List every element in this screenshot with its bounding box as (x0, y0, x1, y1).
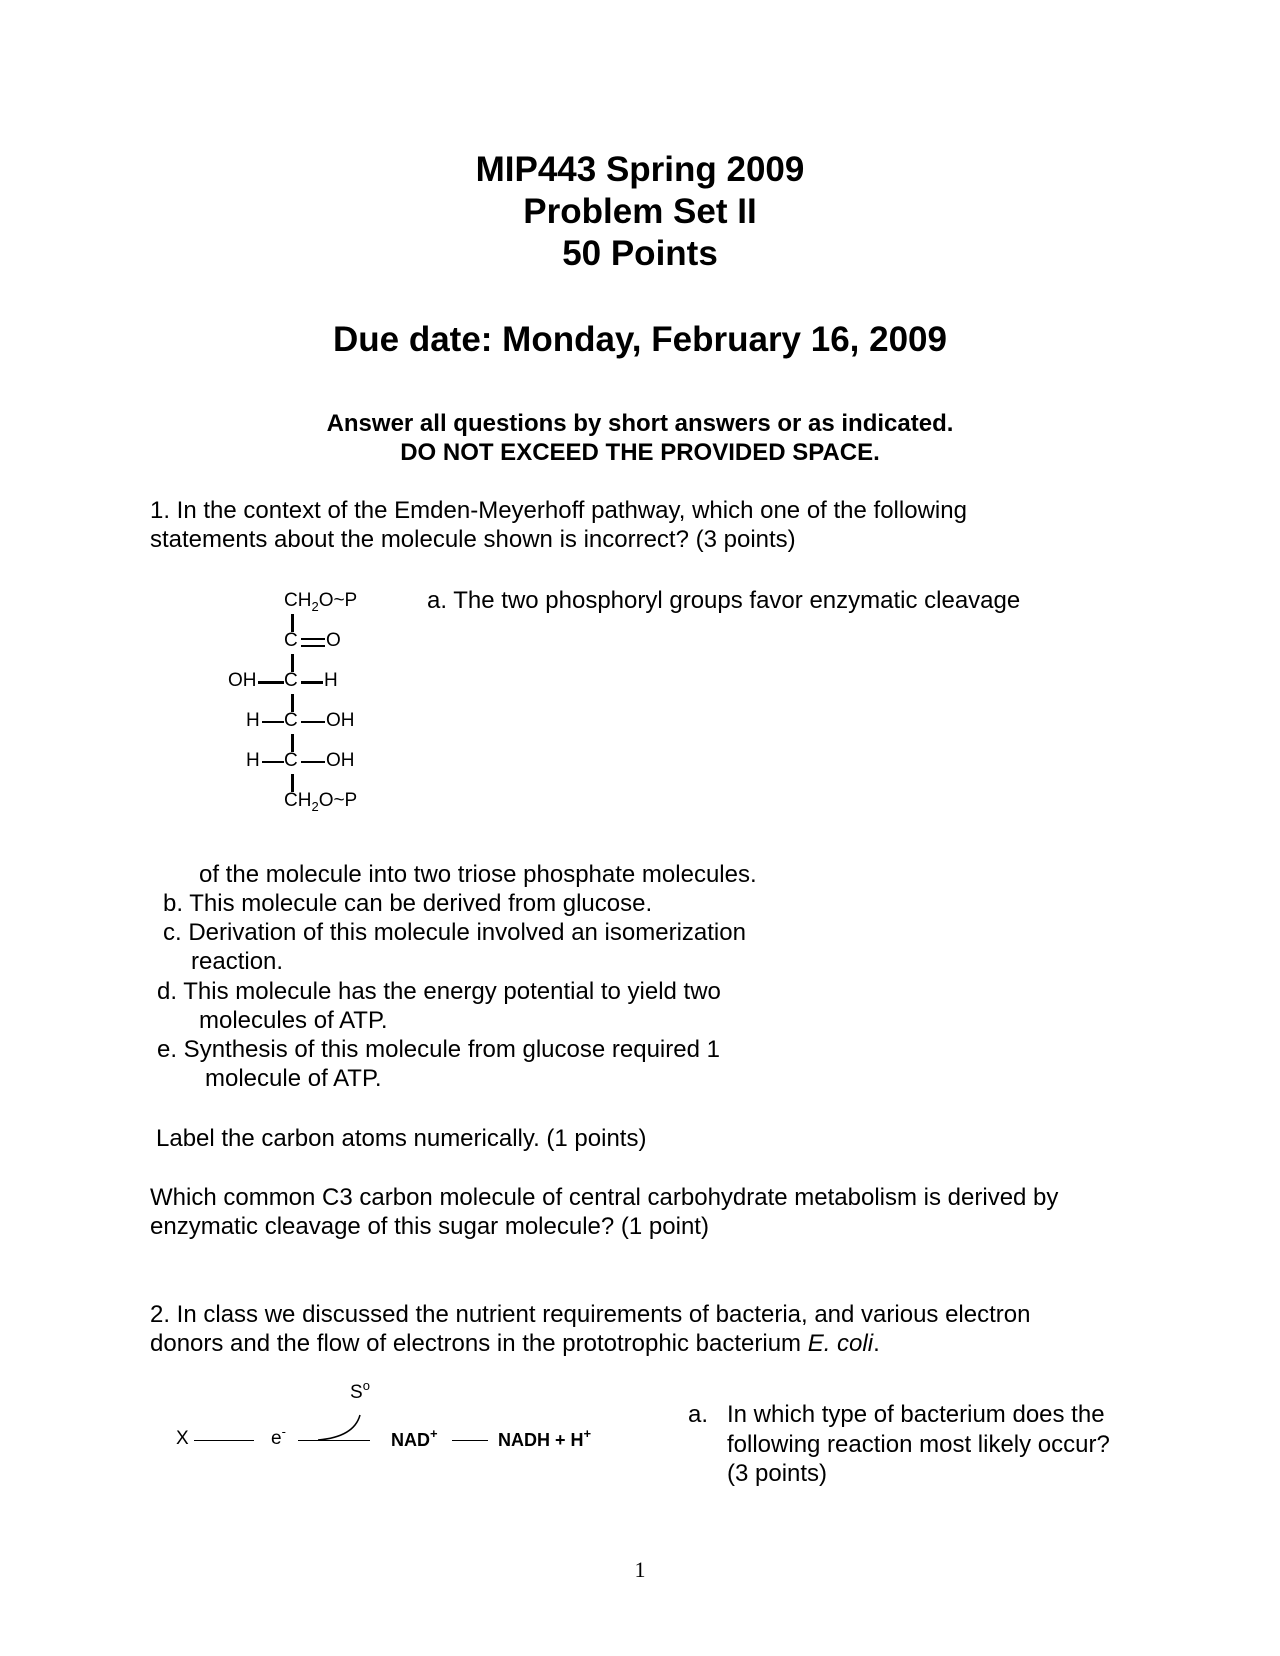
q1-label-prompt: Label the carbon atoms numerically. (1 points) (156, 1125, 647, 1152)
donor-x: X (176, 1428, 189, 1449)
page-number: 1 (634, 1557, 646, 1582)
q1-option-d-line-1: d. This molecule has the energy potential to yield two (157, 978, 721, 1005)
q2-option-a-line-3: (3 points) (727, 1460, 828, 1487)
nadh-label: NADH + H+ (498, 1426, 592, 1450)
q1-c3-question-line-2: enzymatic cleavage of this sugar molecule? (1 point) (150, 1213, 709, 1240)
c5-right-group: OH (326, 750, 355, 771)
q1-option-e-line-1: e. Synthesis of this molecule from glucose required 1 (157, 1036, 720, 1063)
q1-option-e-line-2: molecule of ATP. (205, 1065, 382, 1092)
q2-stem-line-2: donors and the flow of electrons in the prototrophic bacterium E. coli. (150, 1330, 880, 1357)
c3-right-group: H (324, 670, 338, 691)
instructions-line-2: DO NOT EXCEED THE PROVIDED SPACE. (400, 439, 880, 466)
carbonyl-carbon: C (284, 630, 298, 651)
bond-line (262, 761, 284, 763)
q1-c3-question-line-1: Which common C3 carbon molecule of central carbohydrate metabolism is derived by (150, 1184, 1059, 1211)
c4-carbon: C (284, 710, 298, 731)
double-bond-line (301, 645, 325, 647)
q1-option-a-line-2: of the molecule into two triose phosphate molecules. (199, 861, 757, 888)
bond-line (262, 721, 284, 723)
molecule-bottom-group: $CH_2O\sim P$ (284, 790, 358, 814)
bond-line (301, 721, 325, 723)
q1-option-a-line-1: a. The two phosphoryl groups favor enzymatic cleavage (427, 587, 1021, 614)
q1-option-c-line-2: reaction. (191, 948, 284, 975)
bond-line (301, 681, 323, 684)
double-bond-line (301, 638, 325, 640)
c3-left-group: OH (228, 670, 257, 691)
electron-label: e- (271, 1424, 286, 1449)
carbonyl-oxygen: O (326, 630, 341, 651)
instructions-line-1: Answer all questions by short answers or as indicated. (326, 410, 954, 437)
course-title: MIP443 Spring 2009 (475, 150, 805, 189)
c5-left-group: H (246, 750, 260, 771)
q1-stem-line-2: statements about the molecule shown is incorrect? (3 points) (150, 526, 796, 553)
q2-stem-line-1: 2. In class we discussed the nutrient requirements of bacteria, and various electron (150, 1301, 1031, 1328)
points-title: 50 Points (562, 234, 718, 273)
q1-option-c-line-1: c. Derivation of this molecule involved an isomerization (163, 919, 746, 946)
bond-line (258, 681, 284, 684)
q1-option-b: b. This molecule can be derived from glucose. (163, 890, 653, 917)
due-date: Due date: Monday, February 16, 2009 (332, 320, 947, 359)
molecule-top-group: $CH_2O\sim P$ (284, 590, 358, 614)
q2-option-a-line-2: following reaction most likely occur? (727, 1431, 1110, 1458)
q1-stem-line-1: 1. In the context of the Emden-Meyerhoff pathway, which one of the following (150, 497, 967, 524)
q2-option-a-label: a. (688, 1401, 709, 1428)
flow-line (194, 1440, 254, 1441)
q1-option-d-line-2: molecules of ATP. (199, 1007, 388, 1034)
sulfur-branch-arrow (310, 1405, 370, 1445)
sulfur-label: $S^o$ (350, 1378, 370, 1403)
c4-right-group: OH (326, 710, 355, 731)
q2-option-a-line-1: In which type of bacterium does the (727, 1401, 1105, 1428)
bond-line (301, 761, 325, 763)
c5-carbon: C (284, 750, 298, 771)
c3-carbon: C (284, 670, 298, 691)
c4-left-group: H (246, 710, 260, 731)
problem-set-title: Problem Set II (523, 192, 757, 231)
nad-label: NAD+ (391, 1426, 438, 1450)
flow-line (452, 1440, 488, 1441)
